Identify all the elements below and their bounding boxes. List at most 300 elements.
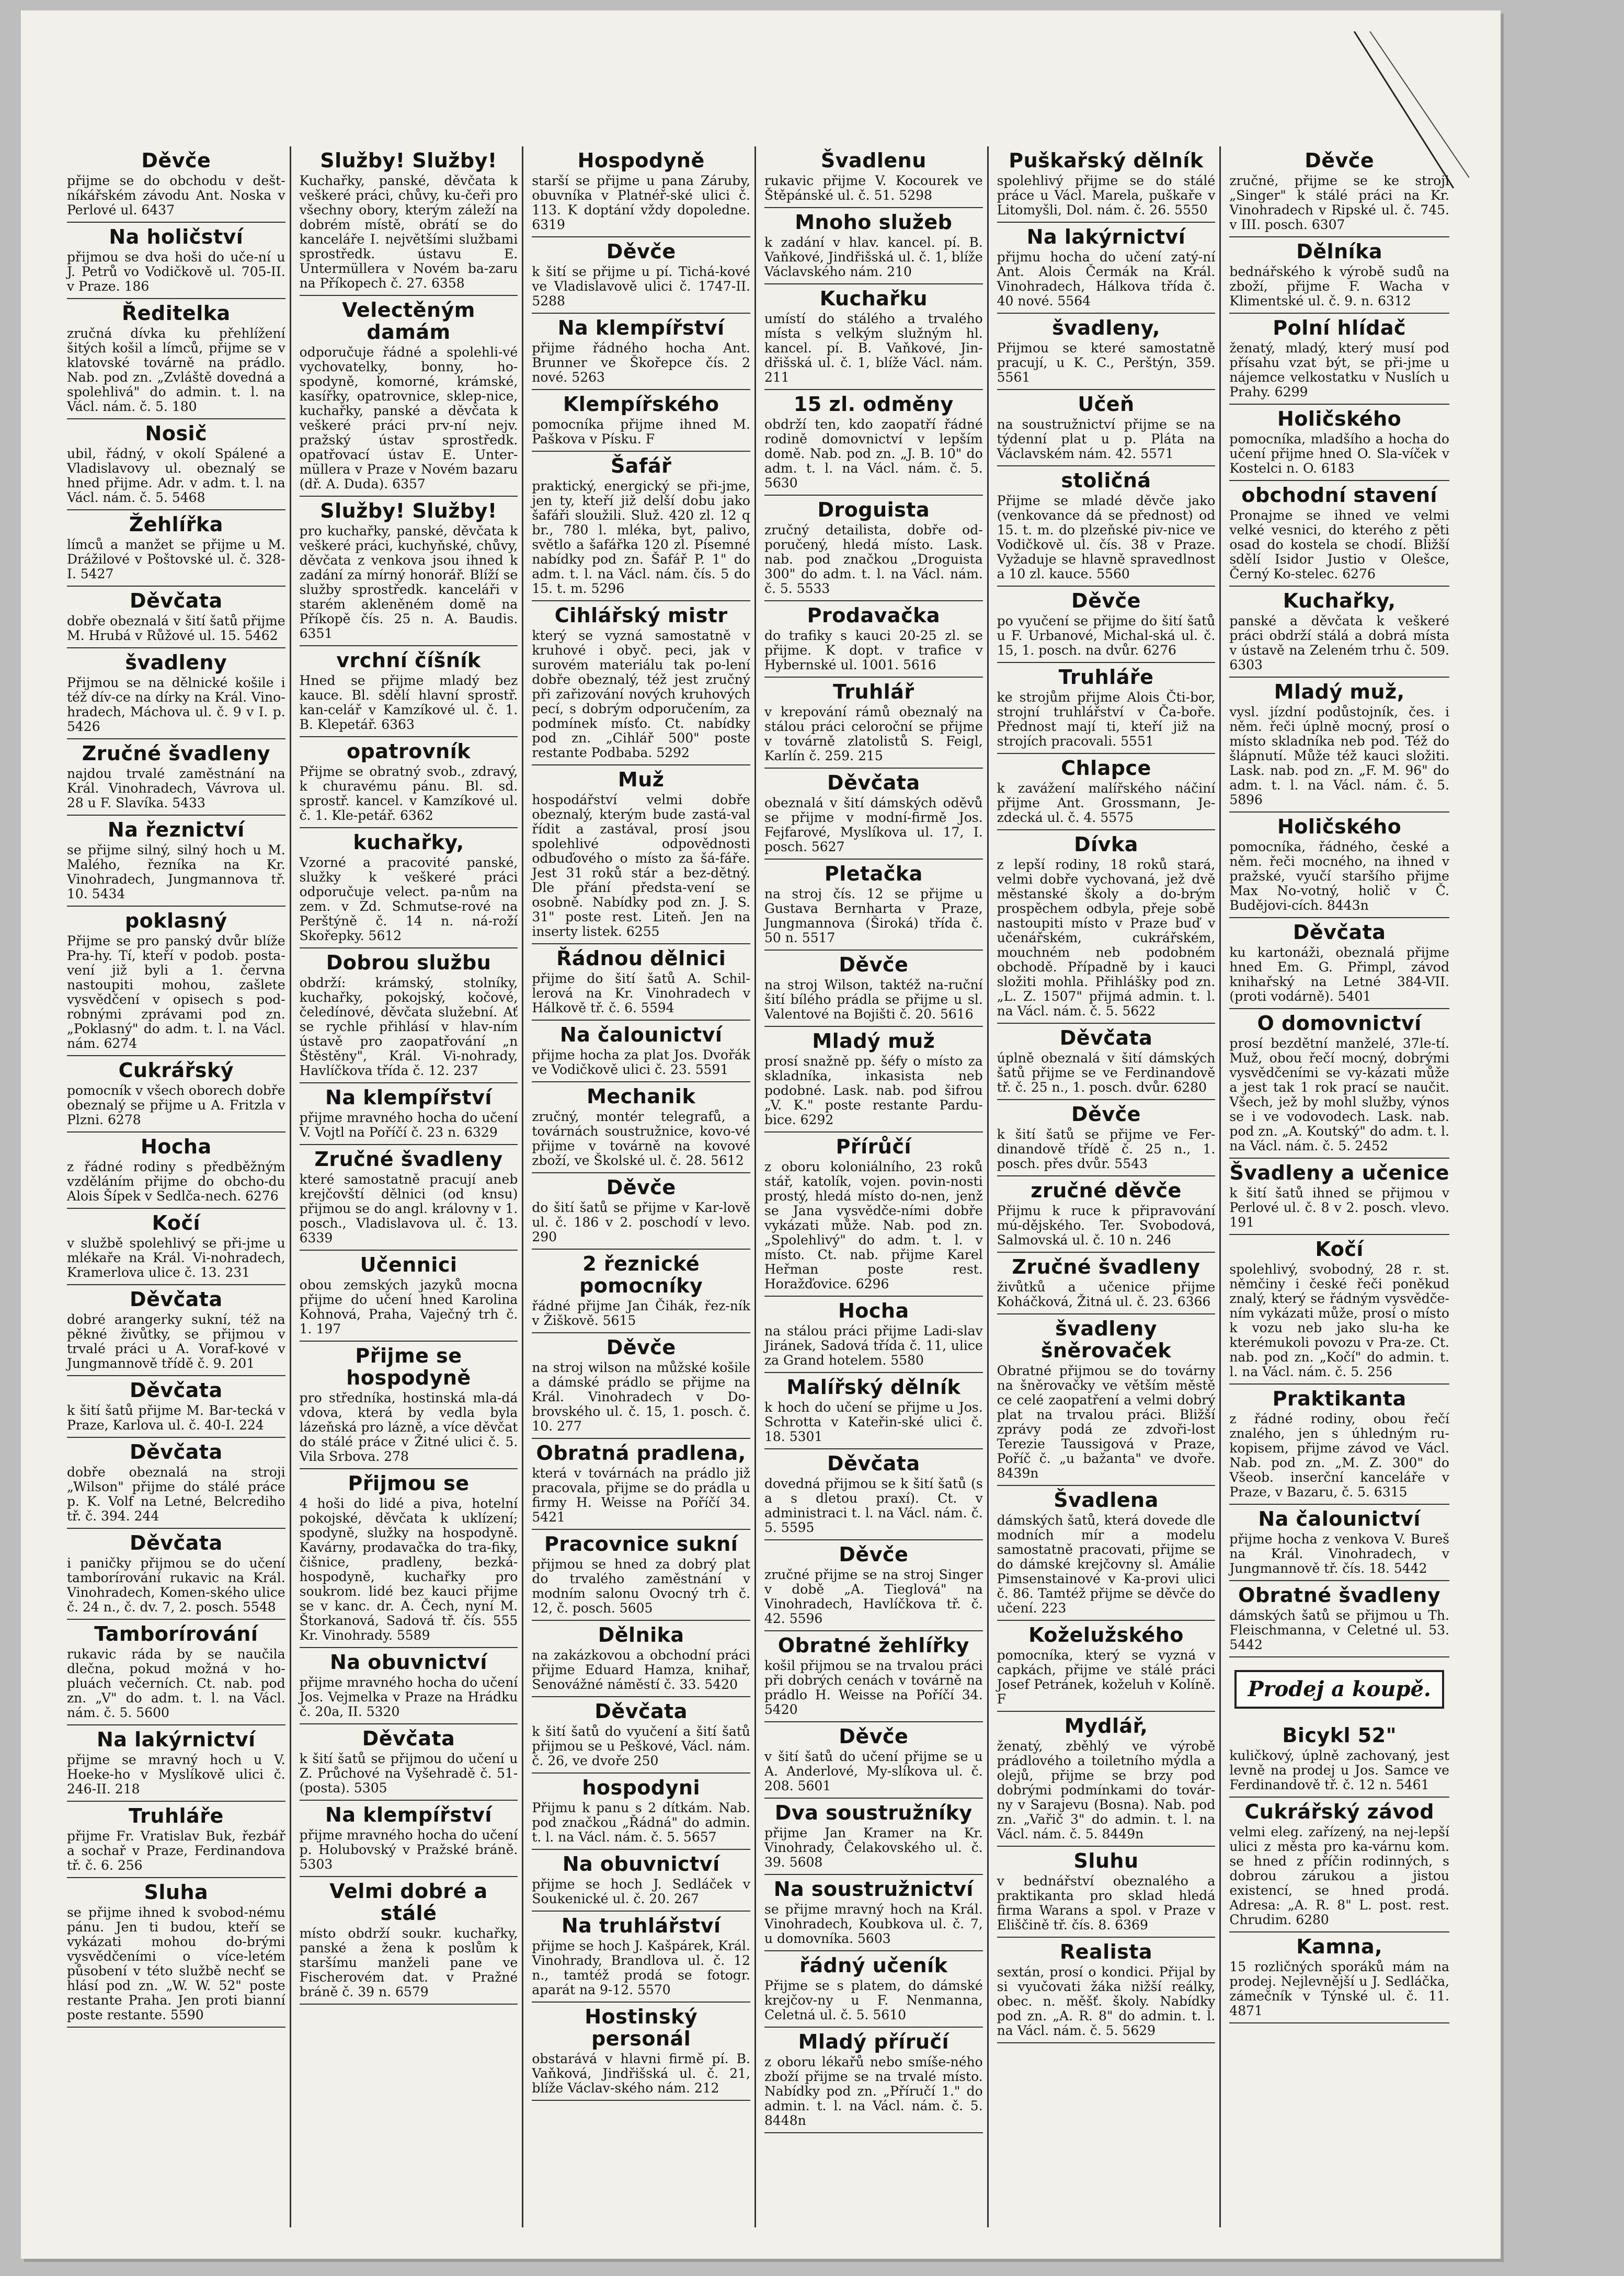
ad-body-text: Přijmu k ruce k připravování mú-dějského. Ter. Svobodová, Salmovská ul. č. 10 n. 246: [997, 1203, 1216, 1248]
classified-ad: [1229, 1932, 1449, 2023]
ad-body-text: obeznalá v šití dámských oděvů se přijme v modní-firmě Jos. Fejfarové, Myslíkova ul. 17, I. posch. 5627: [764, 795, 983, 854]
ad-body-text: na zakázkovou a obchodní práci přijme Eduard Hamza, knihař, Senovážné náměstí č. 33. 5420: [532, 1648, 750, 1692]
ad-body-text: ku kartonáži, obeznalá přijme hned Em. G. Přimpl, závod knihařský na Letné 384-VII. (proti vodárně). 5401: [1229, 945, 1449, 1004]
ad-body-text: pomocníka, který se vyzná v capkách, přijme ve stálé práci Josef Petránek, koželuh v Kolíně. F: [997, 1648, 1216, 1707]
classified-ad: [1229, 314, 1449, 405]
ad-column-3: [528, 146, 756, 2227]
classified-ad: [1229, 1009, 1449, 1159]
classified-ad: [532, 1173, 750, 1250]
classified-ad: [1229, 1798, 1449, 1932]
ad-body-text: živůtků a učenice přijme Koháčková, Žitná ul. č. 23. 6366: [997, 1279, 1216, 1309]
ad-body-text: rukavic přijme V. Kocourek ve Štěpánské ul. č. 51. 5298: [764, 173, 983, 203]
classified-ad: [997, 1621, 1216, 1712]
ad-headline: Děvčata: [130, 589, 223, 612]
ad-body-text: přijme se do obchodu v dešt-níkářském závodu Ant. Noska v Perlové ul. 6437: [67, 173, 285, 218]
classified-ad: [300, 948, 518, 1083]
classified-ad: [997, 1847, 1216, 1938]
ad-body-text: límců a manžet se přijme u M. Drážilové v Poštovské ul. č. 328-I. 5427: [67, 537, 285, 581]
ad-column-4: [760, 146, 989, 2227]
ad-body-text: dobře obeznalá na stroji „Wilson" přijme do stálé práce p. K. Volf na Letné, Belcrediho tř. č. 394. 244: [67, 1465, 285, 1524]
ad-headline: Cukrářský závod: [1244, 1800, 1434, 1823]
ad-headline: Na lakýrnictví: [1026, 225, 1186, 248]
ad-body-text: sextán, prosí o kondici. Přijal by si vyučovati žáka nižší reálky, obec. n. měšť. školy. Nabídky pod zn. „A. R. 8" do admin. t. l. na Václ. nám. č. 5. 5629: [997, 1964, 1216, 2038]
ad-headline: Cukrářský: [118, 1059, 234, 1082]
classified-ad: [764, 2028, 983, 2133]
classified-ad: [67, 1529, 285, 1620]
ad-body-text: který se vyzná samostatně v kruhové i obyč. peci, jak v surovém materiálu tak po-lení dobře obeznalý, též jest zručný při zařizování nových kruhových pecí, s dobrým odporučením, za podmínek mísťo. Ct. nabídky pod zn. „Cihlář 500" poste restante Podbaba. 5292: [532, 628, 750, 760]
ad-headline: Učennici: [360, 1253, 458, 1276]
ad-headline: Kuchařky,: [1283, 589, 1396, 612]
ad-body-text: v službě spolehlivý se při-jme u mlékaře na Král. Vi-nohradech, Kramerlova ulice č. 13. 231: [67, 1236, 285, 1280]
ad-headline: O domovnictví: [1257, 1012, 1422, 1035]
ad-body-text: se přijme mravný hoch na Král. Vinohradech, Koubkova ul. č. 7, u domovníka. 5603: [764, 1902, 983, 1946]
classified-ad: [67, 1376, 285, 1438]
ad-body-text: zručná dívka ku přehlížení šitých košil a límců, přijme se v klatovské továrně na prádlo. Nab. pod zn. „Zvláště dovedná a spolehlivá" do admin. t. l. na Václ. nám. č. 5. 180: [67, 326, 285, 414]
classified-ad: [67, 739, 285, 816]
ad-body-text: k šití šatů se přijme ve Fer-dinandově třídě č. 25 n., 1. posch. přes dvůr. 5543: [997, 1127, 1216, 1171]
classified-ad: [532, 1697, 750, 1774]
classified-ad: [67, 1725, 285, 1802]
ad-headline: Řádnou dělnici: [556, 947, 726, 970]
ad-column-6: [1225, 146, 1454, 2227]
ad-body-text: úplně obeznalá v šití dámských šatů přijme se ve Ferdinandově tř. č. 25 n., 1. posch. dvůr. 6280: [997, 1050, 1216, 1095]
classified-ad: [997, 830, 1216, 1024]
ad-body-text: přijme se mravný hoch u V. Hoeke-ho v Myslíkově ulici č. 246-II. 218: [67, 1752, 285, 1797]
ad-headline: Děvče: [606, 1176, 676, 1199]
ad-body-text: Pronajme se ihned ve velmi velké vesnici, do kterého z pěti osad do kostela se chodí. Bližší sdělí Isidor Justio v Olešce, Černý Ko-stelec. 6276: [1229, 508, 1449, 581]
ad-body-text: přijme se hoch J. Sedláček v Soukenické ul. č. 20. 267: [532, 1877, 750, 1906]
classified-ad: [764, 1027, 983, 1133]
ad-headline: 15 zl. odměny: [793, 393, 954, 416]
ad-body-text: obdrží: krámský, stolníky, kuchařky, pokojský, kočové, čeledínové, děvčata služební. Ať se rychle přihlásí v hlav-ním ústavě pro zaopatřování „n Štěstěny", Král. Vi-nohrady, Havlíčkova třída č. 12. 237: [299, 975, 518, 1078]
ad-headline: Mladý muž,: [1274, 680, 1405, 703]
ad-headline: Kamna,: [1296, 1935, 1383, 1958]
ad-body-text: prosí bezdětní manželé, 37le-tí. Muž, obou řečí mocný, dobrými vysvědčeními se vy-kázati může a jest tak 1 rok prací se naučit. Všech, jež by mohl služby, výnos se i ve vodovodech. Lask. nab. pod zn. „A. Koutský" do adm. t. l. na Václ. nám. č. 5. 2452: [1229, 1036, 1449, 1153]
classified-ad: [67, 1620, 285, 1725]
classified-ad: [764, 951, 983, 1027]
ad-body-text: z řádné rodiny s předběžným vzděláním přijme do obcho-du Alois Šípek v Sedlča-nech. 6276: [67, 1159, 285, 1204]
classified-ad: [300, 1648, 518, 1724]
ad-body-text: z oboru koloniálního, 23 roků stář, katolík, vojen. povin-nosti prostý, hledá místo do-nen, jenž se Jana vysvědče-ními dobře vykázati může. Nab. pod zn. „Spolehlivý" do adm. t. l. v místo. Ct. nab. přijme Karel Heřman poste rest. Horažďovice. 6296: [764, 1159, 983, 1291]
ad-body-text: k šití šatů do vyučení a šití šatů přijmou se u Peškové, Václ. nám. č. 26, ve dvoře 250: [532, 1724, 750, 1768]
ad-headline: Sluha: [144, 1881, 209, 1904]
classified-ad: [1229, 1385, 1449, 1505]
classified-ad: [532, 146, 750, 237]
classified-ad: [764, 1951, 983, 2028]
ad-body-text: prosí snažně pp. šéfy o místo za skladníka, inkasista neb podobné. Lask. nab. pod šifrou „V. K." poste restante Pardu-bice. 6292: [764, 1054, 983, 1127]
classified-ad: [997, 663, 1216, 754]
ad-body-text: k šití šatů se přijmou do učení u Z. Průchové na Vyšehradě č. 51-(posta). 5305: [299, 1751, 518, 1795]
ad-body-text: zručný, montér telegrafů, a továrnách soustružnice, kovo-vé přijme v továrně na kovové zboží, ve Školské ul. č. 28. 5612: [532, 1109, 750, 1168]
ad-body-text: ubil, řádný, v okolí Spálené a Vladislavovy ul. obeznalý se hned přijme. Adr. v adm. t. l. na Václ. nám. č. 5. 5468: [67, 446, 285, 505]
ad-body-text: přijme Fr. Vratislav Buk, řezbář a sochař v Praze, Ferdinandova tř. č. 6. 256: [67, 1828, 285, 1873]
ad-body-text: přijmou se dva hoši do uče-ní u J. Petrů vo Vodičkově ul. 705-II. v Praze. 186: [67, 249, 285, 294]
classified-ad: [532, 765, 750, 944]
ad-body-text: které samostatně pracují aneb krejčovští dělnici (od knsu) přijmou se do angl. královny v 1. posch., Vladislavova ul. č. 13. 6339: [299, 1172, 518, 1245]
ad-headline: Mydlář,: [1064, 1714, 1148, 1737]
ad-body-text: 4 hoši do lidé a piva, hotelní pokojské, děvčata k uklízení; spodyně, služky na hospodyně. Kavárny, prodavačka do tra-fiky, čišnice, pradleny, bezká-hospodyně, kuchařky pro soukrom. lidé bez kauci přijme se v kanc. dr. A. Čech, nyní M. Štorkanová, Sadová tř. čís. 555 Kr. Vinohrady. 5589: [299, 1496, 518, 1643]
classified-ad: [1229, 146, 1449, 237]
ad-headline: Na klempířství: [325, 1086, 492, 1109]
ad-body-text: k zadání v hlav. kancel. pí. B. Vaňkové, Jindřišská ul. č. 1, blíže Václavského nám. 210: [764, 235, 983, 279]
classified-ad: [300, 1083, 518, 1145]
ad-headline: Švadleny a učenice: [1229, 1161, 1449, 1184]
classified-ad: [300, 1145, 518, 1251]
ad-headline: Žehlířka: [129, 513, 223, 536]
classified-ad: [997, 1100, 1216, 1176]
ad-body-text: rukavic ráda by se naučila dlečna, pokud možná v ho-pluách večerních. Ct. nab. pod zn. „V" do adm. t. l. na Václ. nám. č. 5. 5600: [67, 1646, 285, 1720]
ad-headline: Děvče: [839, 953, 909, 976]
classified-ad: [67, 146, 285, 223]
classified-ad: [997, 1314, 1216, 1486]
ad-headline: Obratná pradlena,: [536, 1442, 746, 1465]
ad-headline: Kočí: [1315, 1238, 1364, 1261]
ad-headline: Nosič: [145, 422, 208, 445]
ad-body-text: dámských šatů, která dovede dle modních mír a modelu samostatně pracovati, přijme se do dámské krejčovny sl. Amálie Pimsenstainové v Ka-provi ulici č. 86. Tamtéž přijme se děvče do učení. 223: [997, 1513, 1216, 1616]
ad-body-text: obou zemských jazyků mocna přijme do učení hned Karolina Kohnová, Praha, Vaječný trh č. 1. 197: [299, 1277, 518, 1336]
ad-body-text: spolehlivý přijme se do stálé práce u Václ. Marela, puškaře v Litomyšli, Dol. nám. č. 26. 5550: [997, 173, 1216, 218]
classified-ad: [67, 1285, 285, 1376]
classified-ad: [67, 1133, 285, 1209]
ad-headline: Děvče: [1305, 149, 1375, 172]
ad-body-text: k šití se přijme u pí. Tichá-kové ve Vladislavově ulici č. 1747-II. 5288: [532, 264, 750, 308]
ad-body-text: pro kuchařky, panské, děvčata k veškeré práci, kuchyňské, chůvy, děvčata z venkova jsou ihned k zadání za mírný honorář. Blíží se služby sprostředk. kanceláři v starém akleněném domě na Příkopě čís. 25 n. A. Baudis. 6351: [299, 523, 518, 641]
ad-headline: Truhlář: [833, 680, 914, 703]
classified-ad: [532, 1850, 750, 1912]
ad-headline: Děvče: [839, 1543, 909, 1566]
ad-headline: Pletačka: [824, 862, 923, 885]
ad-body-text: hospodářství velmi dobře obeznalý, kterým bude zastá-val řídit a zastával, prosí jsou spolehlivé odpovědnosti odbuďového o místo za šá-fáře. Jest 31 roků stár a bez-dětný. Dle přání předsta-vení se osobně. Nabídky pod zn. J. S. 31" poste rest. Liteň. Jen na inserty listek. 6255: [532, 792, 750, 939]
classified-ad: [997, 390, 1216, 466]
classified-ad: [1229, 1721, 1449, 1798]
ad-headline: Na soustružnictví: [773, 1878, 974, 1901]
ad-headline: Na lakýrnictví: [96, 1728, 256, 1751]
ad-headline: Děvče: [606, 1336, 676, 1359]
ad-headline: Děvče: [839, 1725, 909, 1748]
ad-body-text: pomocníka přijme ihned M. Paškova v Písku. F: [532, 417, 750, 447]
ad-headline: Velmi dobré a stálé: [329, 1880, 488, 1925]
ad-body-text: Přijme se mladé děvče jako (venkovance dá se přednost) od 15. t. m. do plzeňské piv-nice ve Vodičkově ul. čís. 38 v Praze. Vyžaduje se hlavně spravedlnost a 10 zl. kauce. 5560: [997, 493, 1216, 581]
classified-ad: [67, 1209, 285, 1285]
ad-headline: Kočí: [152, 1211, 201, 1234]
ad-body-text: Přijme se s platem, do dámské krejčov-ny u F. Nenmanna, Celetná ul. č. 5. 5610: [764, 1978, 983, 2022]
classified-ad: [67, 907, 285, 1056]
ad-headline: Přijme se hospodyně: [346, 1344, 471, 1389]
ad-headline: Zručné švadleny: [1012, 1255, 1200, 1278]
ad-headline: Zručné švadleny: [82, 742, 270, 765]
classified-ad: [532, 1621, 750, 1697]
ad-body-text: k hoch do učení se přijme u Jos. Schrotta v Kateřin-ské ulici č. 18. 5301: [764, 1400, 983, 1444]
ad-headline: Děvčata: [130, 1379, 223, 1402]
classified-ad: [997, 223, 1216, 314]
ad-headline: Hocha: [141, 1135, 212, 1158]
ad-column-5: [993, 146, 1221, 2227]
ad-headline: Šafář: [610, 454, 672, 477]
ad-body-text: na soustružnictví přijme se na týdenní plat u p. Pláta na Václavském nám. 42. 5571: [997, 417, 1216, 461]
classified-ad: [300, 828, 518, 948]
ad-headline: řádný učeník: [799, 1954, 948, 1977]
classified-ad: [532, 1250, 750, 1333]
ad-body-text: pomocníka, mladšího a hocha do učení přijme hned O. Sla-víček v Kostelci n. O. 6183: [1229, 431, 1449, 476]
classified-ad: [300, 1342, 518, 1469]
ad-headline: švadleny: [125, 651, 227, 674]
classified-ad: [764, 678, 983, 769]
ad-headline: Sluhu: [1073, 1849, 1139, 1872]
ad-body-text: v bednářství obeznalého a praktikanta pro sklad hledá firma Warans a spol. v Praze v Eliščině tř. čís. 8. 6369: [997, 1873, 1216, 1932]
ad-headline: Děvče: [1071, 589, 1141, 612]
ad-body-text: po vyučení se přijme do šití šatů u F. Urbanové, Michal-ská ul. č. 15, 1. posch. na dvůr. 6276: [997, 613, 1216, 658]
ad-headline: Na obuvnictví: [330, 1651, 487, 1674]
ad-headline: zručné děvče: [1031, 1179, 1182, 1202]
ad-headline: Obratné žehlířky: [777, 1634, 969, 1657]
ad-body-text: se přijme silný, silný hoch u M. Malého, řezníka na Kr. Vinohradech, Jungmannova tř. 10. 5434: [67, 842, 285, 901]
classified-ad: [997, 587, 1216, 663]
ad-headline: švadleny šněrovaček: [1040, 1317, 1172, 1362]
ad-headline: Na truhlářství: [561, 1914, 721, 1937]
ad-body-text: přijme Jan Kramer na Kr. Vinohrady, Čelakovského ul. č. 39. 5608: [764, 1825, 983, 1870]
ad-body-text: přijme mravného hocha do učení V. Vojtl na Poříčí č. 23 n. 6329: [299, 1110, 518, 1140]
ad-headline: Děvčata: [130, 1288, 223, 1311]
ad-headline: Polní hlídač: [1273, 316, 1406, 339]
ad-headline: Mladý příručí: [798, 2030, 950, 2053]
ad-body-text: zručné přijme se na stroj Singer v době „A. Tieglová" na Vinohradech, Havlíčkova tř. č. 42. 5596: [764, 1567, 983, 1626]
ad-headline: Hospodyně: [577, 149, 705, 172]
classified-ad: [764, 1373, 983, 1449]
ad-body-text: se přijme ihned k svobod-nému pánu. Jen ti budou, kteří se vykázati mohou do-brými vysvědčeními o více-letém působení v této službě nechť se hlásí pod zn. „W. W. 52" poste restante Praha. Jen proti bianní poste restante. 5590: [67, 1905, 285, 2022]
classified-ad: [67, 510, 285, 587]
classified-ad: [1229, 587, 1449, 678]
ad-headline: Obratné švadleny: [1238, 1584, 1441, 1607]
ad-body-text: přijme hocha za plat Jos. Dvořák ve Vodičkově ulici č. 23. 5591: [532, 1047, 750, 1077]
ad-headline: Tamborírování: [94, 1622, 258, 1645]
ad-body-text: v šití šatů do učení přijme se u A. Anderlové, My-slíkova ul. č. 208. 5601: [764, 1749, 983, 1793]
classified-ad: [764, 496, 983, 601]
ad-headline: Děvče: [1071, 1103, 1141, 1126]
ad-headline: kuchařky,: [353, 831, 464, 854]
classified-ad: [532, 1439, 750, 1530]
classified-ad: [997, 1253, 1216, 1314]
ad-headline: Hocha: [838, 1299, 909, 1322]
ad-headline: Dělnika: [598, 1623, 684, 1646]
ad-body-text: zručný detailista, dobře od-poručený, hledá místo. Lask. nab. pod značkou „Droguista 300" do adm. t. l. na Václ. nám. č. 5. 5533: [764, 522, 983, 596]
classified-ad: [300, 1251, 518, 1342]
ad-body-text: přijmu hocha do učení zatý-ní Ant. Alois Čermák na Král. Vinohradech, Hálkova třída č. 40 nové. 5564: [997, 249, 1216, 308]
ad-headline: poklasný: [124, 909, 227, 932]
ad-body-text: starší se přijme u pana Záruby, obuvníka v Platnéř-ské ulici č. 113. K doptání vždy dopoledne. 6319: [532, 173, 750, 232]
ad-headline: Koželužského: [1028, 1623, 1184, 1646]
ad-headline: Na klempířství: [557, 316, 725, 339]
ad-body-text: na stroj čís. 12 se přijme u Gustava Bernharta v Praze, Jungmannova (Široká) třída č. 50 n. 5517: [764, 886, 983, 945]
ad-headline: obchodní stavení: [1241, 484, 1437, 507]
ad-body-text: místo obdrží soukr. kuchařky, panské a žena k poslům k staršímu manželi pane ve Fischerovém dat. v Pražné bráně č. 39 n. 6579: [299, 1926, 518, 1999]
ad-headline: Puškařský dělník: [1009, 149, 1204, 172]
ad-body-text: dobré arangerky sukní, též na pěkné živůtky, se přijmou v trvalé práci u A. Voraf-kové v Jungmannově třídě č. 9. 201: [67, 1312, 285, 1371]
ad-headline: Děvčata: [362, 1727, 455, 1750]
ad-body-text: 15 rozličných sporáků mám na prodej. Nejlevnější u J. Sedláčka, zámečník v Týnské ul. č. 11. 4871: [1229, 1959, 1449, 2018]
classified-ad: [764, 1297, 983, 1373]
ad-body-text: která v továrnách na prádlo již pracovala, přijme se do prádla u firmy H. Weisse na Poříčí 34. 5421: [532, 1466, 750, 1525]
ad-headline: Prodavačka: [807, 604, 941, 627]
ad-body-text: přijme do šití šatů A. Schil-lerová na Kr. Vinohradech v Hálkově tř. č. 6. 5594: [532, 971, 750, 1015]
ad-headline: Bicykl 52": [1282, 1724, 1397, 1747]
classified-ad: [764, 769, 983, 860]
ad-headline: Hostinský personál: [585, 2005, 698, 2050]
ad-headline: Švadlenu: [820, 149, 927, 172]
classified-ad: [1229, 1505, 1449, 1581]
classified-ad: [764, 860, 983, 951]
ad-body-text: na stálou práci přijme Ladi-slav Jiránek, Sadová třída č. 11, ulice za Grand hotelem. 5580: [764, 1323, 983, 1368]
ad-headline: Děvčata: [594, 1700, 688, 1723]
classified-ad: [997, 146, 1216, 223]
ad-body-text: přijme mravného hocha do učení Jos. Vejmelka v Praze na Hrádku č. 20a, II. 5320: [299, 1675, 518, 1719]
ad-body-text: zručné, přijme se ke stroji „Singer" k stálé práci na Kr. Vinohradech v Ripské ul. č. 745. v III. posch. 6307: [1229, 173, 1449, 232]
ad-headline: Holičského: [1277, 815, 1402, 838]
ad-body-text: z řádné rodiny, obou řečí znalého, jen s úhledným ru-kopisem, přijme závod ve Václ. Nab. pod zn. „M. Z. 300" do Všeob. inserční kanceláře v Praze, v Bazaru, č. 5. 6315: [1229, 1411, 1449, 1500]
classified-ad: [67, 648, 285, 739]
classified-ad: [67, 223, 285, 299]
classified-ad: [997, 1176, 1216, 1253]
ad-headline: Švadlena: [1054, 1489, 1159, 1512]
ad-body-text: Hned se přijme mladý bez kauce. Bl. sdělí hlavní sprostř. kan-celář v Kamzíkové ul. č. 1. B. Klepetář. 6363: [299, 673, 518, 732]
ad-body-text: i paničky přijmou se do učení tamborírování rukavic na Král. Vinohradech, Komen-ského ulice č. 24 n., č. dv. 7, 2. posch. 5548: [67, 1556, 285, 1615]
classified-ad: [67, 587, 285, 648]
classified-ad: [67, 1878, 285, 2028]
ad-headline: Mladý muž: [812, 1030, 935, 1053]
ad-body-text: ke strojům přijme Alois Čti-bor, strojní truhlářství v Ča-boře. Přednost mají ti, kteří již na strojích pracovali. 5551: [997, 690, 1216, 749]
ad-headline: Děvčata: [130, 1531, 223, 1554]
ad-body-text: z oboru lékařů nebo smíše-ného zboží přijme se na trvalé místo. Nabídky pod zn. „Příručí 1." do admin. t. l. na Václ. nám. č. 5. 8448n: [764, 2054, 983, 2128]
ad-body-text: k zavážení malířského náčiní přijme Ant. Grossmann, Je-zdecká ul. č. 4. 5575: [997, 781, 1216, 825]
classified-ad: [300, 646, 518, 737]
classified-ad: [997, 754, 1216, 830]
ad-headline: Na čalounictví: [1258, 1507, 1421, 1530]
classified-ad: [1229, 813, 1449, 918]
ad-headline: Na klempířství: [325, 1803, 492, 1826]
ad-headline: švadleny,: [1052, 316, 1160, 339]
classified-ad: [67, 1056, 285, 1133]
ad-headline: Ředitelka: [122, 302, 231, 325]
ad-body-text: k šití šatů přijme M. Bar-tecká v Praze, Karlova ul. č. 40-I. 224: [67, 1403, 285, 1433]
classified-ad: [1229, 1159, 1449, 1235]
ad-body-text: bednářského k výrobě sudů na zboží, přijme F. Wacha v Klimentské ul. č. 9. n. 6312: [1229, 264, 1449, 308]
classified-ad: [997, 1024, 1216, 1100]
classified-ad: [532, 1082, 750, 1173]
ad-body-text: odporučuje řádné a spolehli-vé vychovatelky, bonny, ho-spodyně, komorné, krámské, kasířky, opatrovnice, sklep-nice, kuchařky, panské a děvčata k veškeré práci prv-ní nejv. pražský ústav sprostředk. opatřovací ústav E. Unter-müllera v Praze v Novém bazaru (dř. A. Duda). 6357: [299, 345, 518, 491]
ad-body-text: umístí do stálého a trvalého místa s velkým služným hl. kancel. pí. B. Vaňkové, Jin-dřišská ul. č. 1, blíže Václ. nám. 211: [764, 311, 983, 385]
section-banner-sale: Prodej a koupě.: [1234, 1670, 1444, 1709]
ad-body-text: pro středníka, hostinská mla-dá vdova, která by vedla byla lázeňská pro lázně, a více děvčat do stálé práce v Žitné ulici č. 5. Vila Srbova. 278: [299, 1390, 518, 1464]
ad-body-text: dovedná přijmou se k šití šatů (s a s dletou praxí). Ct. v administraci t. l. na Václ. nám. č. 5. 5595: [764, 1476, 983, 1535]
ad-headline: Velectěným damám: [342, 299, 475, 344]
ad-headline: Praktikanta: [1272, 1387, 1406, 1410]
ad-body-text: přijme se hoch J. Kašpárek, Král. Vinohrady, Brandlova ul. č. 12 n., tamtéž prodá se fotogr. aparát na 9-12. 5570: [532, 1938, 750, 1997]
classified-ad: [764, 1799, 983, 1875]
classified-ad: [532, 390, 750, 452]
ad-headline: Malířský dělník: [786, 1376, 961, 1399]
classified-ad: [1229, 481, 1449, 587]
classified-ad: [764, 208, 983, 284]
classified-ad: [764, 1133, 983, 1297]
classified-ad: [67, 419, 285, 510]
ad-headline: Děvče: [141, 149, 211, 172]
ad-body-text: na stroj wilson na můžské košile a dámské prádlo se přijme na Král. Vinohradech v Do-brovského ul. č. 15, 1. posch. č. 10. 277: [532, 1360, 750, 1434]
ad-body-text: na stroj Wilson, taktéž na-ruční šití bílého prádla se přijme u sl. Valentové na Bojišti č. 20. 5616: [764, 977, 983, 1022]
ad-body-text: přijmou se hned za dobrý plat do trvalého zaměstnání v modním salonu Ovocný trh č. 12, č. posch. 5605: [532, 1557, 750, 1616]
classified-ad: [300, 1801, 518, 1877]
ad-body-text: dámských šatů se přijmou u Th. Fleischmanna, v Celetné ul. 53. 5442: [1229, 1608, 1449, 1652]
classified-ad: [532, 1530, 750, 1621]
ad-body-text: Přijme se pro panský dvůr blíže Pra-hy. Tí, kteří v podob. posta-vení již byli a 1. června nastoupiti mohou, zašlete vysvědčení v opisech s pod-robnými zprávami pod zn. „Poklasný" do adm. t. l. na Václ. nám. 6274: [67, 933, 285, 1051]
classified-ad: [1229, 678, 1449, 813]
ad-headline: Realista: [1059, 1940, 1153, 1963]
classified-ad: [764, 1540, 983, 1631]
classified-ad: [532, 1774, 750, 1850]
ad-headline: Dobrou službu: [326, 951, 491, 974]
ad-headline: Děvče: [606, 240, 676, 263]
ad-body-text: vysl. jízdní podůstojník, čes. i něm. řeči úplně mocný, prosí o místo skladníka neb pod. Též do šlápnutí. Může též kauci složiti. Lask. nab. pod zn. „F. M. 96" do adm. t. l. na Václ. nám. č. 5. 5896: [1229, 704, 1449, 807]
classified-ad: [300, 1877, 518, 2005]
classified-ad: [300, 737, 518, 828]
ad-headline: opatrovník: [346, 740, 471, 763]
ad-headline: Služby! Služby!: [320, 149, 497, 172]
classified-ad: [532, 601, 750, 765]
ad-body-text: do trafiky s kauci 20-25 zl. se přijme. K dopt. v trafice v Hybernské ul. 1001. 5616: [764, 628, 983, 672]
ad-column-2: [295, 146, 524, 2227]
ad-body-text: přijme mravného hocha do učení p. Holubovský v Pražské bráně. 5303: [299, 1827, 518, 1872]
ad-body-text: Přijmu k panu s 2 dítkám. Nab. pod značkou „Řádná" do admin. t. l. na Václ. nám. č. 5. 5657: [532, 1800, 750, 1845]
ad-headline: Truhláře: [128, 1804, 224, 1827]
ad-body-text: přijme řádného hocha Ant. Brunner ve Škořepce čís. 2 nové. 5263: [532, 340, 750, 385]
classified-ad: [997, 466, 1216, 587]
classified-ad: [764, 390, 983, 496]
ad-headline: Dělníka: [1296, 240, 1383, 263]
ad-headline: Děvčata: [827, 1452, 920, 1475]
ad-headline: Dívka: [1074, 833, 1138, 856]
classified-ad: [997, 1712, 1216, 1847]
ad-headline: Chlapce: [1061, 757, 1151, 780]
classified-ad: [764, 601, 983, 678]
ad-body-text: obdrží ten, kdo zaopatří řádné rodině domovnictví v lepším domě. Nab. pod zn. „J. B. 10" do adm. t. l. na Václ. nám. č. 5. 5630: [764, 417, 983, 490]
classified-ad: [532, 237, 750, 314]
ad-body-text: košil přijmou se na trvalou práci při dobrých cenách v továrně na prádlo H. Weisse na Poříčí 34. 5420: [764, 1658, 983, 1717]
ad-headline: Cihlářský mistr: [554, 604, 728, 627]
ad-body-text: Obratné přijmou se do továrny na šněrovačky ve větším městě ce celé zaopatření a velmi dobrý plat na trvalou práci. Bližší zprávy podá ze zdvoři-lost Terezie Taussigová v Praze, Poříč č. „u bažanta" ve dvoře. 8439n: [997, 1363, 1216, 1481]
classified-ad: [764, 1449, 983, 1540]
ad-body-text: pomocník v všech oborech dobře obeznalý se přijme u A. Fritzla v Plzni. 6278: [67, 1083, 285, 1127]
ad-body-text: k šití šatů ihned se přijmou v Perlové ul. č. 8 v 2. posch. vlevo. 191: [1229, 1185, 1449, 1230]
ad-body-text: ženatý, mladý, který musí pod přísahu vzat být, se při-jme u nájemce velkostatku v Nuslích u Prahy. 6299: [1229, 340, 1449, 399]
classified-ad: [532, 452, 750, 601]
classified-ad: [1229, 918, 1449, 1009]
ad-body-text: praktický, energický se při-jme, jen ty, kteří již delší dobu jako šafáři sloužili. Služ. 420 zl. 12 q br., 780 l. mléka, byt, palivo, světlo a šafářka 120 zl. Písemné nabídky pod zn. Šafář P. 1" do adm. t. l. na Václ. nám. čís. 5 do 15. t. m. 5296: [532, 478, 750, 596]
ad-body-text: Přijmou se které samostatně pracují, u K. C., Perštýn, 359. 5561: [997, 340, 1216, 385]
ad-headline: Děvčata: [1293, 921, 1386, 944]
classified-ad: [532, 944, 750, 1021]
ad-headline: Pracovnice sukní: [544, 1532, 738, 1556]
ad-headline: Děvčata: [130, 1440, 223, 1463]
classified-ad: [997, 1938, 1216, 2043]
classified-ad: [764, 1631, 983, 1722]
ad-body-text: kuličkový, úplně zachovaný, jest levně na prodej u Jos. Samce ve Ferdinandově tř. č. 12 n. 5461: [1229, 1748, 1449, 1792]
ad-body-text: řádné přijme Jan Čihák, řez-ník v Žiškově. 5615: [532, 1298, 750, 1328]
ad-headline: Služby! Služby!: [320, 499, 497, 522]
ad-headline: 2 řeznické pomocníky: [579, 1252, 703, 1297]
classified-ad: [1229, 1581, 1449, 1657]
classified-ad: [764, 146, 983, 208]
ad-body-text: Kuchařky, panské, děvčata k veškeré práci, chůvy, ku-čeři pro všechny obory, kterým záleží na dobrém místě, obrátí se do kanceláře I. největšími službami sprostředk. ústavu E. Untermüllera v Novém ba-zaru na Příkopech č. 27. 6358: [299, 173, 518, 291]
classified-ad: [300, 1724, 518, 1801]
ad-body-text: dobře obeznalá v šití šatů přijme M. Hrubá v Růžové ul. 15. 5462: [67, 613, 285, 643]
